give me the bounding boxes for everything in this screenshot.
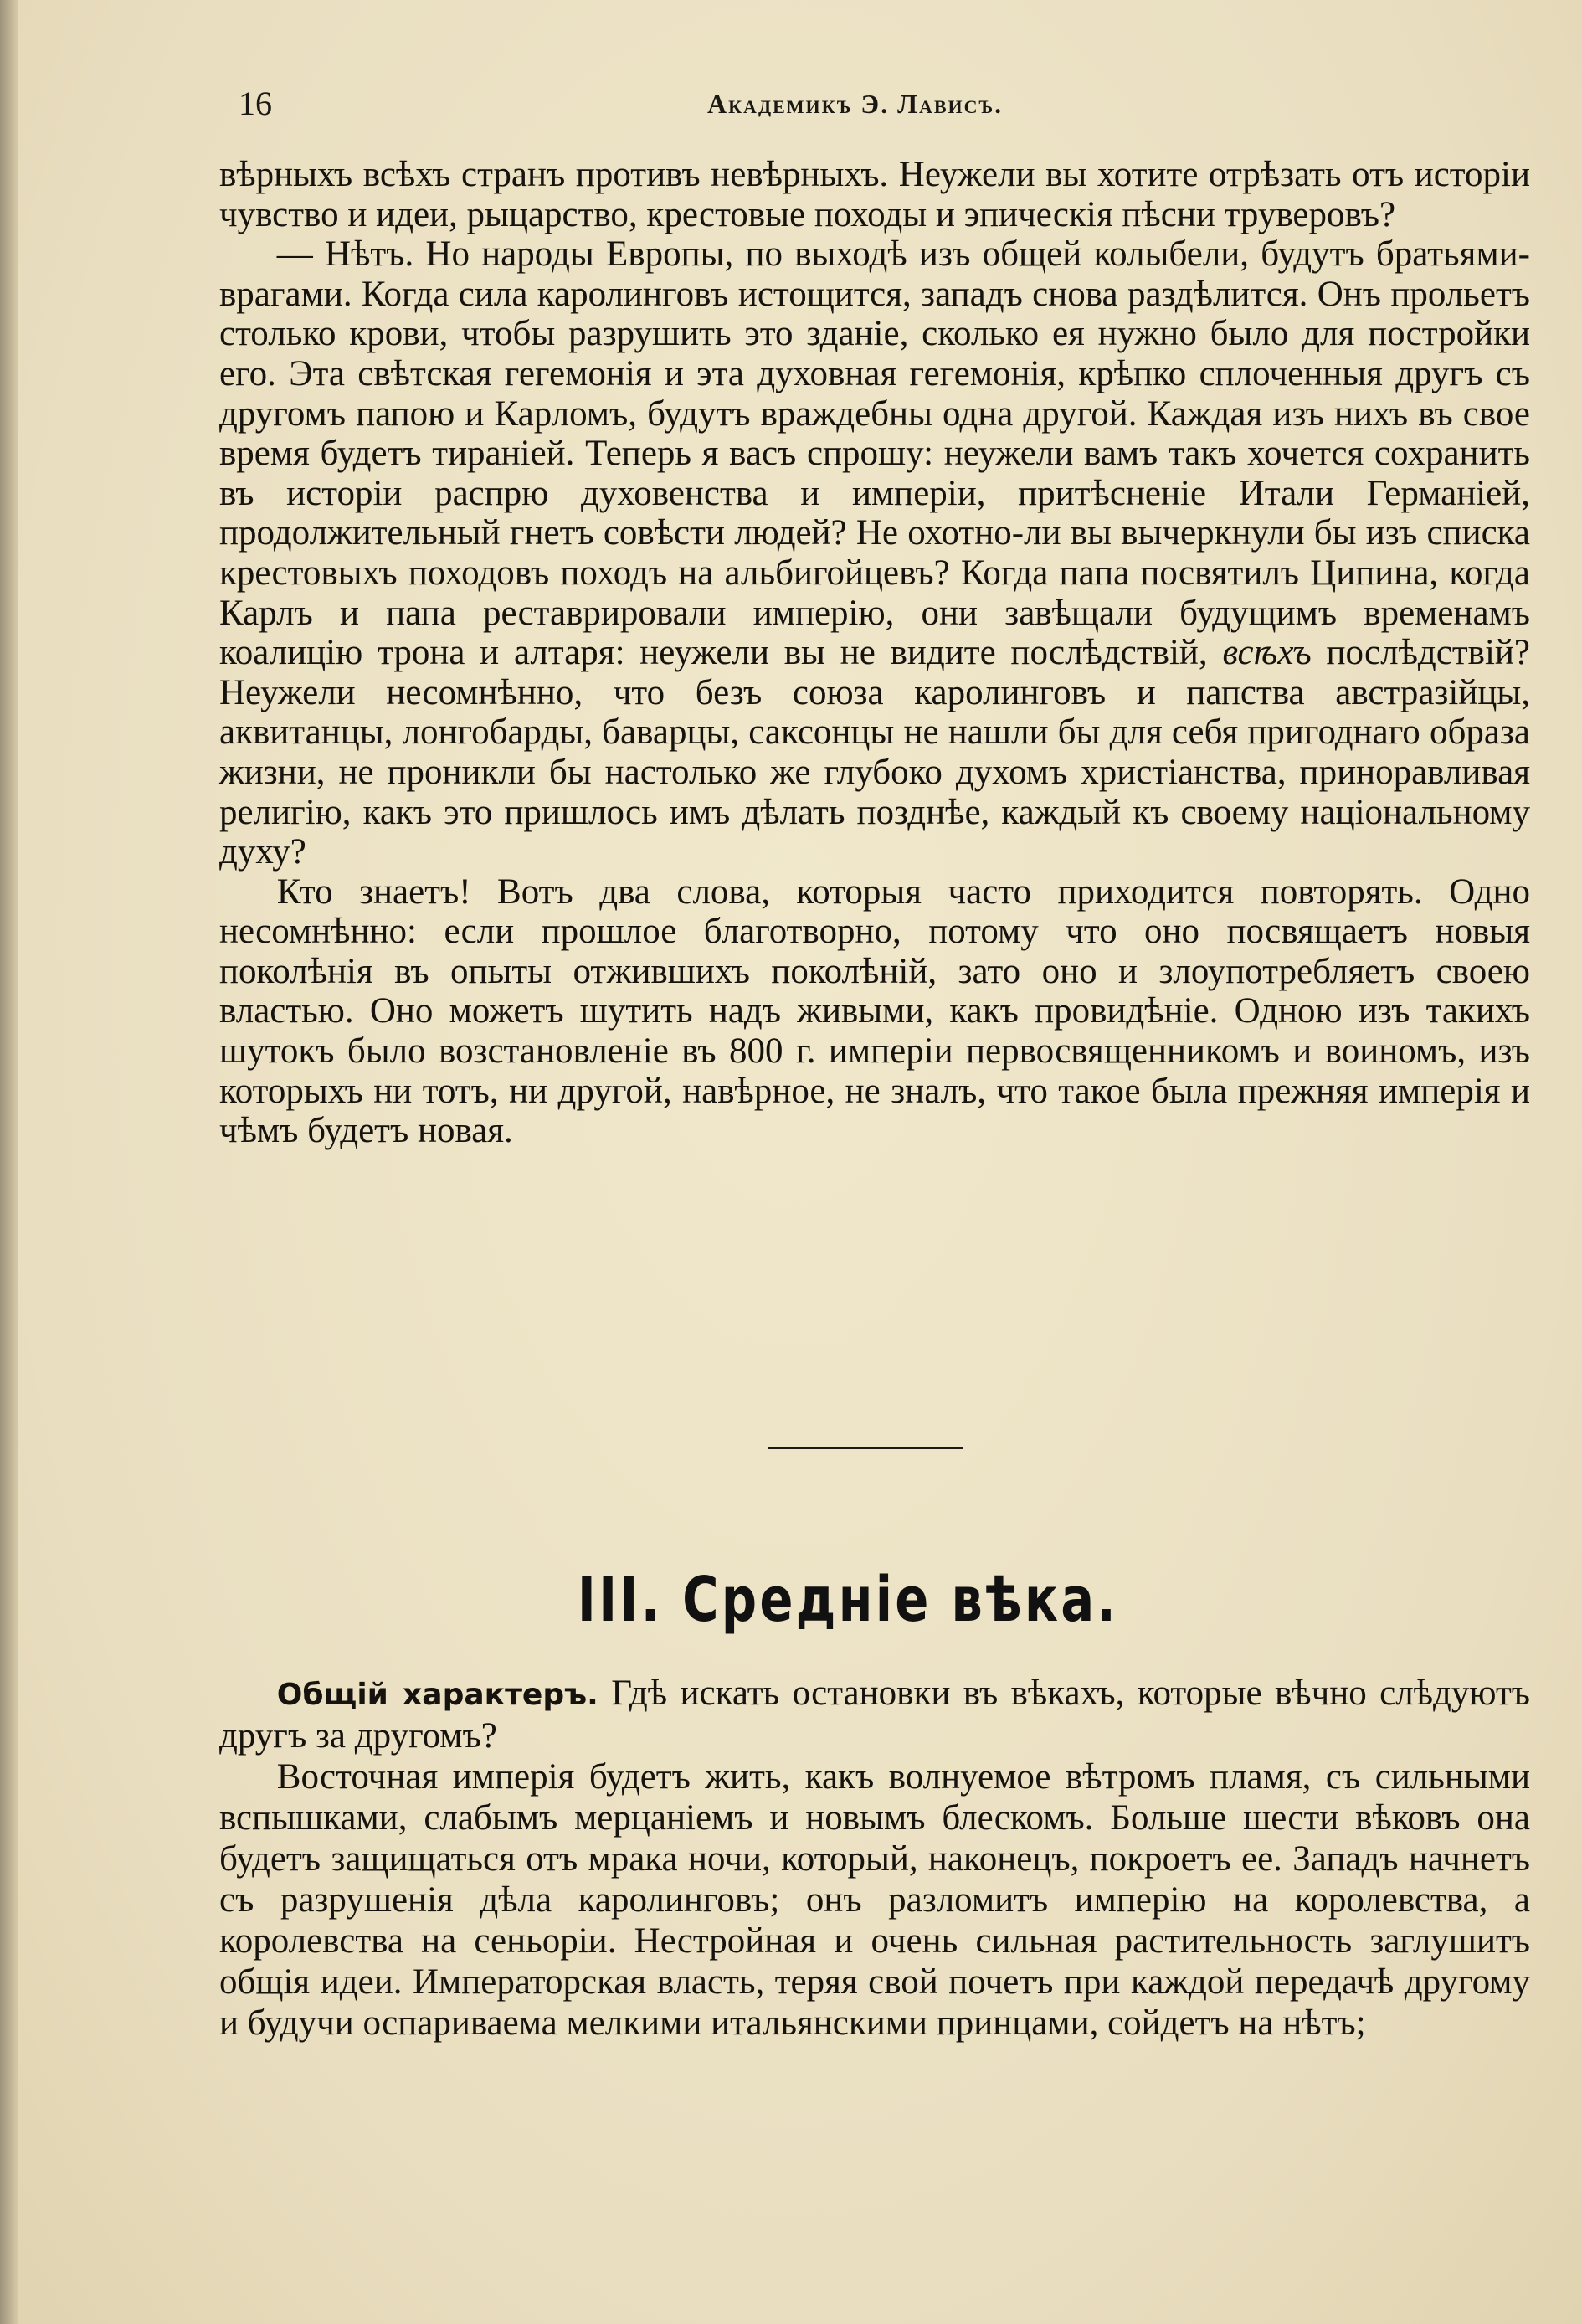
paragraph-conclusion: Кто знаетъ! Вотъ два слова, которыя часто приходится повторять. Одно несомнѣнно: если прошлое благотворно, потому что оно посвящаетъ новыя поколѣнія въ опыты отжившихъ поколѣній, зато оно и злоупотребляетъ своею властью. Оно можетъ шутить надъ живыми, какъ провидѣніе. Одною изъ такихъ шутокъ было возстановленіе въ 800 г. имперіи первосвященникомъ и воиномъ, изъ которыхъ ни тотъ, ни другой, навѣрное, не зналъ, что такое была прежняя имперія и чѣмъ будетъ новая.	[219, 872, 1530, 1151]
chapter-paragraph-1-text: Гдѣ искать остановки въ вѣкахъ, которые вѣчно слѣдуютъ другъ за другомъ?	[219, 1674, 1530, 1756]
italic-emphasis: всѣхъ	[1222, 633, 1312, 673]
page-header	[239, 84, 1561, 134]
paragraph-dialogue	[219, 234, 1530, 872]
paragraph-text-b: послѣдствій? Неужели несомнѣнно, что безъ союза каролинговъ и папства австразійцы, аквитанцы, лонгобарды, баварцы, саксонцы не нашли бы для себя пригоднаго образа жизни, не проникли бы настолько же глубоко духомъ христіанства, приноравливая религію, какъ это пришлось имъ дѣлать позднѣе, каждый къ своему національному духу?	[219, 633, 1531, 872]
body-text	[219, 155, 1530, 1151]
chapter-title: III. Средніе вѣка.	[577, 1564, 1119, 1636]
paragraph-continued: вѣрныхъ всѣхъ странъ противъ невѣрныхъ. Неужели вы хотите отрѣзать отъ исторіи чувство и идеи, рыцарство, крестовые походы и эпическія пѣсни труверовъ?	[219, 155, 1530, 234]
page-binding-shadow	[0, 0, 18, 2324]
chapter-text	[219, 1673, 1530, 2044]
running-head: Академикъ Э. Лависъ.	[707, 89, 1004, 119]
run-in-heading: Общій характеръ.	[276, 1678, 598, 1712]
section-divider	[768, 1447, 963, 1449]
paragraph-text-a: — Нѣтъ. Но народы Европы, по выходѣ изъ общей колыбели, будутъ братьями-врагами. Когда сила каролинговъ истощится, западъ снова раздѣлится. Онъ прольетъ столько крови, чтобы разрушить это зданіе, сколько ея нужно было для постройки его. Эта свѣтская гегемонія и эта духовная гегемонія, крѣпко сплоченныя другъ съ другомъ папою и Карломъ, будутъ враждебны одна другой. Каждая изъ нихъ въ свое время будетъ тираніей. Теперь я васъ спрошу: неужели вамъ такъ хочется сохранить въ исторіи распрю духовенства и имперіи, притѣсненіе Итали Германіей, продолжительный гнетъ совѣсти людей? Не охотно-ли вы вычеркнули бы изъ списка крестовыхъ походовъ походъ на альбигойцевъ? Когда папа посвятилъ Ципина, когда Карлъ и папа реставрировали имперію, они завѣщали будущимъ временамъ коалицію трона и алтаря: неужели вы не видите послѣдствій,	[219, 234, 1530, 673]
chapter-paragraph-2: Восточная имперія будетъ жить, какъ волнуемое вѣтромъ пламя, съ сильными вспышками, слабымъ мерцаніемъ и новымъ блескомъ. Больше шести вѣковъ она будетъ защищаться отъ мрака ночи, который, наконецъ, покроетъ ее. Западъ начнетъ съ разрушенія дѣла каролинговъ; онъ разломитъ имперію на королевства, а королевства на сеньоріи. Нестройная и очень сильная растительность заглушитъ общія идеи. Императорская власть, теряя свой почетъ при каждой передачѣ другому и будучи оспариваема мелкими итальянскими принцами, сойдетъ на нѣтъ;	[219, 1757, 1530, 2043]
chapter-paragraph-1	[219, 1673, 1530, 1756]
page-number: 16	[239, 85, 272, 122]
